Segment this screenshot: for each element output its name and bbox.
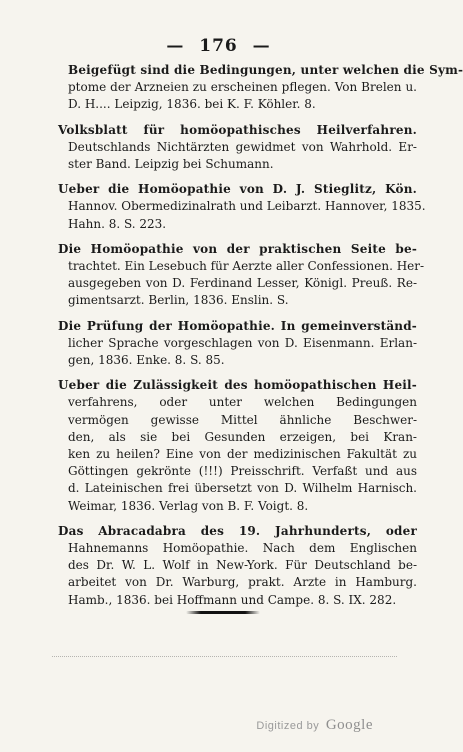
entry-line: Hamb., 1836. bei Hoffmann und Campe. 8. S. IX. 282. [68, 592, 397, 607]
entry-line: Das Abracadabra des 19. Jahrhunderts, oder [58, 523, 417, 538]
bibliography-entry [58, 181, 426, 233]
ornamental-rule [186, 611, 260, 614]
entry-line: gimentsarzt. Berlin, 1836. Enslin. S. [68, 293, 289, 308]
entry-line: Die Homöopathie von der praktischen Seite be- [58, 241, 417, 256]
page-number-dash-left: — [166, 36, 185, 56]
bibliography-list [58, 62, 463, 617]
entry-line: Beigefügt sind die Bedingungen, unter welchen die Sym- [68, 63, 463, 77]
page-number-header [0, 36, 437, 56]
entry-line: Hahn. 8. S. 223. [68, 216, 167, 231]
page-number-dash-right: — [252, 36, 271, 56]
entry-line: Ueber die Homöopathie von D. J. Stieglitz, Kön. [58, 182, 417, 197]
entry-line: ausgegeben von D. Ferdinand Lesser, Königl. Preuß. Re- [68, 276, 417, 291]
watermark-prefix: Digitized by [256, 720, 320, 732]
entry-line: Hahnemanns Homöopathie. Nach dem Englischen [68, 541, 417, 556]
entry-line: ken zu heilen? Eine von der medizinischen Fakultät zu [68, 447, 417, 462]
entry-line: licher Sprache vorgeschlagen von D. Eisenmann. Erlan- [68, 335, 417, 350]
entry-line: den, als sie bei Gesunden erzeigen, bei Kran- [68, 429, 417, 444]
entry-line: arbeitet von Dr. Warburg, prakt. Arzte in Hamburg. [68, 575, 417, 590]
entry-line: D. H.... Leipzig, 1836. bei K. F. Köhler. 8. [68, 97, 316, 112]
entry-line: Göttingen gekrönte (!!!) Preisschrift. Verfaßt und aus [68, 464, 417, 479]
bibliography-entry [58, 62, 463, 114]
entry-line: ptome der Arzneien zu erscheinen pflegen. Von Brelen u. [68, 80, 417, 95]
entry-line: Die Prüfung der Homöopathie. In gemeinverständ- [58, 318, 417, 333]
entry-line: verfahrens, oder unter welchen Bedingungen [68, 395, 417, 410]
digitization-watermark [256, 717, 373, 734]
entry-line: ster Band. Leipzig bei Schumann. [68, 157, 274, 172]
bibliography-entry [58, 241, 425, 310]
entry-line: des Dr. W. L. Wolf in New-York. Für Deutschland be- [68, 558, 417, 573]
entry-line: Hannov. Obermedizinalrath und Leibarzt. Hannover, 1835. [68, 199, 426, 214]
entry-line: Volksblatt für homöopathisches Heilverfahren. [58, 122, 417, 137]
page-number: 176 [199, 36, 238, 56]
entry-line: vermögen gewisse Mittel ähnliche Beschwer- [68, 412, 417, 427]
print-specks [52, 650, 397, 657]
entry-line: gen, 1836. Enke. 8. S. 85. [68, 353, 225, 368]
entry-line: d. Lateinischen frei übersetzt von D. Wilhelm Harnisch. [68, 481, 417, 496]
bibliography-entry [58, 318, 417, 370]
entry-line: Ueber die Zulässigkeit des homöopathischen Heil- [58, 378, 417, 393]
entry-line: trachtet. Ein Lesebuch für Aerzte aller Confessionen. Her- [68, 259, 425, 274]
bibliography-entry [58, 377, 417, 515]
watermark-brand: Google [325, 717, 373, 733]
bibliography-entry [58, 523, 417, 609]
entry-line: Weimar, 1836. Verlag von B. F. Voigt. 8. [68, 498, 309, 513]
bibliography-entry [58, 122, 417, 174]
entry-line: Deutschlands Nichtärzten gewidmet von Wahrhold. Er- [68, 139, 417, 154]
